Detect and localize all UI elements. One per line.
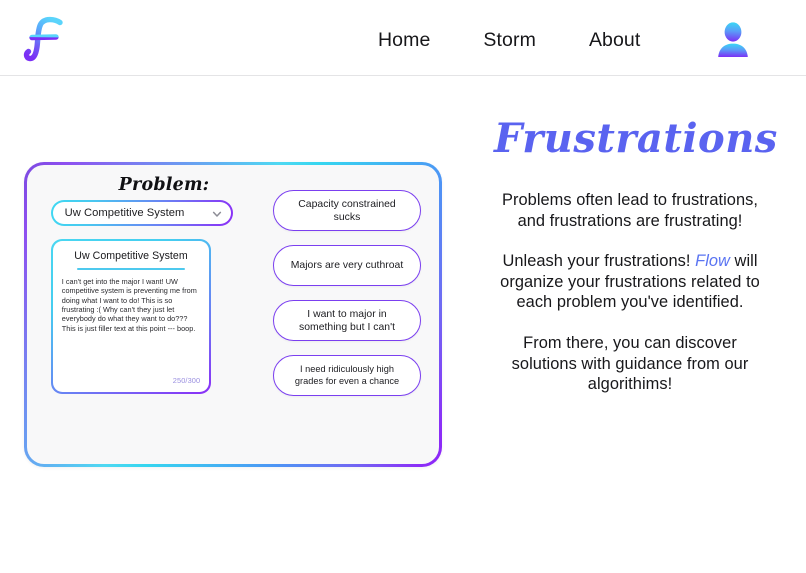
problem-note-divider (77, 268, 185, 270)
copy-paragraph-3: From there, you can discover solutions with guidance from our algorithims! (511, 333, 749, 394)
frustration-pill-text: I want to major in something but I can't (299, 308, 395, 333)
user-avatar-button[interactable] (715, 20, 751, 58)
problem-note-textarea[interactable]: I can't get into the major I want! UW competitive system is preventing me from doing what I want to do! This is so frustrating :( Why can't they just let everybody do what they want to do??? This is just filler text at this point --- boop. (61, 276, 197, 333)
main-nav-links (378, 27, 640, 54)
top-navigation-bar (0, 0, 806, 76)
copy-paragraph-2-after: will organize your frustrations related to each problem you've identified. (500, 252, 760, 312)
problem-dropdown-inner (53, 202, 232, 225)
brand-logo-link[interactable] (17, 8, 73, 68)
nav-link-about[interactable]: About (588, 29, 641, 51)
copy-paragraph-2 (494, 251, 766, 313)
flow-inline-link[interactable]: Flow (695, 252, 730, 271)
frustration-pill-text: Majors are very cuthroat (290, 260, 404, 271)
copy-paragraph-1: Problems often lead to frustrations, and frustrations are frustrating! (502, 191, 758, 230)
problem-card-inner (27, 165, 439, 464)
frustration-pill[interactable] (273, 245, 421, 286)
copy-paragraph-2-before: Unleash your frustrations! (502, 252, 696, 271)
frustrations-copy-column (494, 115, 778, 395)
user-avatar-icon (715, 20, 751, 58)
frustration-pill-text: Capacity constrained sucks (298, 198, 396, 223)
page-main-stage (0, 76, 806, 573)
character-counter: 250/300 (172, 376, 201, 386)
problem-note-card-inner (53, 241, 209, 392)
problem-card (24, 162, 442, 467)
nav-link-home[interactable]: Home (378, 29, 431, 51)
problem-note-title: Uw Competitive System (74, 249, 188, 262)
problem-note-card[interactable] (51, 239, 211, 394)
problem-dropdown-value: Uw Competitive System (64, 207, 185, 219)
frustration-pill-text: I need ridiculously high grades for even a chance (294, 363, 400, 386)
page-title: Frustrations (494, 115, 778, 162)
problem-dropdown[interactable] (51, 200, 233, 226)
nav-link-storm[interactable]: Storm (483, 29, 536, 51)
frustration-pill-list (273, 190, 421, 396)
chevron-down-icon (211, 207, 223, 219)
frustration-pill[interactable] (273, 300, 421, 341)
flow-f-logo-icon (20, 12, 70, 64)
problem-heading: Problem: (118, 175, 210, 195)
frustration-pill[interactable] (273, 355, 421, 396)
frustration-pill[interactable] (273, 190, 421, 231)
